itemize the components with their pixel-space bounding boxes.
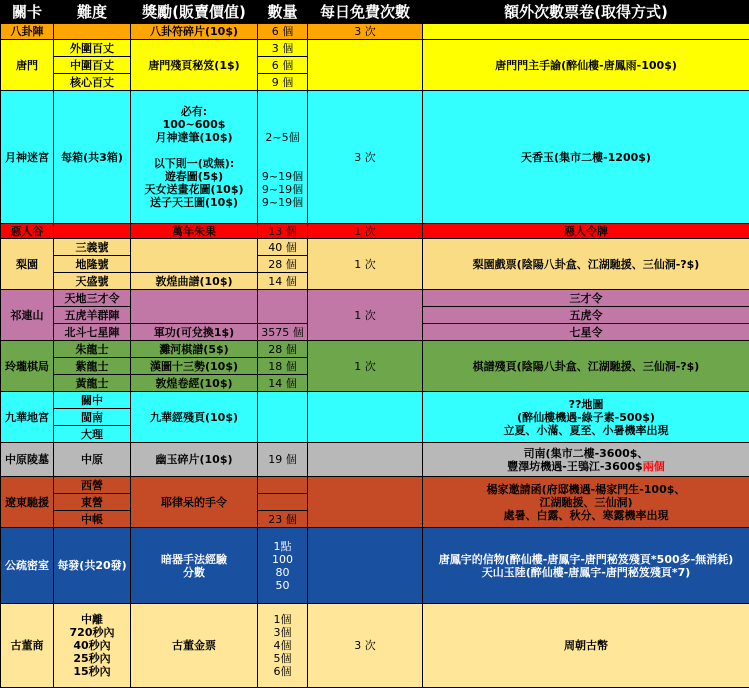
- reward-cell: 敦煌曲譜(10$): [131, 273, 258, 290]
- stage-yueshen: 月神迷宮: [1, 91, 54, 224]
- qty-line: 9~19個: [259, 170, 306, 183]
- table-row: [1, 40, 749, 57]
- free-cell: [308, 40, 423, 91]
- table-row: [1, 392, 749, 409]
- quantity-cell: 23 個: [258, 511, 308, 528]
- difficulty-cell: 中帳: [54, 511, 131, 528]
- difficulty-cell: [54, 24, 131, 40]
- stage-jiuhua: 九華地宮: [1, 392, 54, 443]
- qty-line: 1個: [259, 613, 306, 626]
- difficulty-cell: 天盛號: [54, 273, 131, 290]
- qty-line: 50: [259, 579, 306, 592]
- extra-cell: 梨園戲票(陰陽八卦盒、江湖馳援、三仙洞-?$): [423, 239, 749, 290]
- extra-cell: [423, 528, 749, 604]
- quantity-cell: [258, 494, 308, 511]
- qty-line: 80: [259, 566, 306, 579]
- table-row: [1, 528, 749, 604]
- extra-line: 天山玉陸(醉仙樓-唐鳳宇-唐門秘笈殘頁*7): [424, 566, 748, 579]
- extra-cell: 三才令: [423, 290, 749, 307]
- table-row: [1, 290, 749, 307]
- free-cell: [308, 443, 423, 477]
- difficulty-cell: 關中: [54, 392, 131, 409]
- extra-cell: 惡人令牌: [423, 224, 749, 239]
- extra-cell: 周朝古幣: [423, 604, 749, 688]
- quantity-cell: 6 個: [258, 57, 308, 74]
- free-cell: 3 次: [308, 604, 423, 688]
- reward-cell: 八卦符碎片(10$): [131, 24, 258, 40]
- table-row: [1, 443, 749, 477]
- extra-cell: 天香玉(集市二樓-1200$): [423, 91, 749, 224]
- extra-line: 處暑、白露、秋分、寒露機率出現: [424, 509, 748, 522]
- reward-cell: 敦煌卷經(10$): [131, 375, 258, 392]
- extra-highlight: 兩個: [643, 460, 665, 473]
- table-row: [1, 224, 749, 239]
- qty-line: 1點: [259, 540, 306, 553]
- reward-cell: 幽玉碎片(10$): [131, 443, 258, 477]
- reward-line: 送子天王圖(10$): [132, 196, 256, 209]
- extra-line: 立夏、小滿、夏至、小暑機率出現: [424, 424, 748, 437]
- free-cell: [308, 477, 423, 528]
- difficulty-cell: 天地三才令: [54, 290, 131, 307]
- stage-gongshu: 公疏密室: [1, 528, 54, 604]
- difficulty-line: 25秒內: [55, 652, 129, 665]
- free-cell: [308, 392, 423, 443]
- extra-line: (醉仙樓機遇-綠子素-500$): [424, 411, 748, 424]
- difficulty-cell: 北斗七星陣: [54, 324, 131, 341]
- stage-qilian: 祁連山: [1, 290, 54, 341]
- difficulty-cell: [54, 224, 131, 239]
- header-quantity: 數量: [258, 1, 308, 24]
- stage-liyuan: 梨園: [1, 239, 54, 290]
- table-row: [1, 24, 749, 40]
- extra-cell: 五虎令: [423, 307, 749, 324]
- stage-zhongyuan: 中原陵墓: [1, 443, 54, 477]
- extra-line: 楊家邀請函(府邸機遇-楊家門生-100$、: [424, 483, 748, 496]
- quantity-cell: 18 個: [258, 358, 308, 375]
- header-row: [1, 1, 749, 24]
- extra-cell: [423, 392, 749, 443]
- reward-cell: [131, 528, 258, 604]
- qty-line: 3個: [259, 626, 306, 639]
- difficulty-cell: 閩南: [54, 409, 131, 426]
- difficulty-cell: [54, 604, 131, 688]
- difficulty-cell: 中原: [54, 443, 131, 477]
- extra-cell: 唐門門主手諭(醉仙樓-唐鳳雨-100$): [423, 40, 749, 91]
- reward-spacer: [132, 144, 256, 157]
- difficulty-cell: 核心百丈: [54, 74, 131, 91]
- reward-cell: [131, 239, 258, 273]
- quantity-cell: 19 個: [258, 443, 308, 477]
- reward-cell: [131, 290, 258, 324]
- stage-gudong: 古董商: [1, 604, 54, 688]
- quantity-cell: 28 個: [258, 256, 308, 273]
- table-row: [1, 477, 749, 494]
- free-cell: 1 次: [308, 239, 423, 290]
- reward-line: 分數: [132, 566, 256, 579]
- difficulty-cell: 朱龍士: [54, 341, 131, 358]
- extra-line: 司南(集市二樓-3600$、: [424, 447, 748, 460]
- reward-cell: 古董金票: [131, 604, 258, 688]
- extra-cell: [423, 24, 749, 40]
- quantity-cell: 13 個: [258, 224, 308, 239]
- qty-line: 4個: [259, 639, 306, 652]
- reward-line: 月神達筆(10$): [132, 131, 256, 144]
- quantity-cell: [258, 528, 308, 604]
- free-cell: [308, 528, 423, 604]
- table-row: [1, 341, 749, 358]
- quantity-cell: [258, 91, 308, 224]
- table-row: [1, 239, 749, 256]
- extra-line: ??地圖: [424, 398, 748, 411]
- qty-spacer: [259, 105, 306, 131]
- table-row: [1, 91, 749, 224]
- header-stage: 關卡: [1, 1, 54, 24]
- reward-cell: 灘河棋譜(5$): [131, 341, 258, 358]
- header-reward: 獎勵(販賣價值): [131, 1, 258, 24]
- reward-cell: 九華經殘頁(10$): [131, 392, 258, 443]
- extra-text: 豐澤坊機遇-王鴞江-3600$: [507, 460, 642, 473]
- difficulty-line: 40秒內: [55, 639, 129, 652]
- quantity-cell: 28 個: [258, 341, 308, 358]
- quantity-cell: 3 個: [258, 40, 308, 57]
- difficulty-line: 15秒內: [55, 665, 129, 678]
- difficulty-cell: 大理: [54, 426, 131, 443]
- header-daily-free: 每日免費次數: [308, 1, 423, 24]
- difficulty-cell: 五虎羊群陣: [54, 307, 131, 324]
- extra-line: 唐鳳宇的信物(醉仙樓-唐鳳宇-唐門秘笈殘頁*500多-無消耗): [424, 553, 748, 566]
- qty-line: 6個: [259, 665, 306, 678]
- qty-line: 5個: [259, 652, 306, 665]
- reward-line: 必有:: [132, 105, 256, 118]
- reward-line: 遊春圖(5$): [132, 170, 256, 183]
- quantity-cell: [258, 477, 308, 494]
- free-cell: 1 次: [308, 290, 423, 341]
- header-difficulty: 難度: [54, 1, 131, 24]
- extra-cell: [423, 477, 749, 528]
- reward-cell: 耶律呆的手令: [131, 477, 258, 528]
- difficulty-line: 中離: [55, 613, 129, 626]
- quantity-cell: [258, 604, 308, 688]
- stage-liaodong: 遼東馳援: [1, 477, 54, 528]
- header-extra-ticket: 額外次數票卷(取得方式): [423, 1, 749, 24]
- quantity-cell: 14 個: [258, 375, 308, 392]
- reward-line: 天女送畫花圖(10$): [132, 183, 256, 196]
- quantity-cell: [258, 392, 308, 443]
- extra-cell: [423, 443, 749, 477]
- difficulty-line: 720秒內: [55, 626, 129, 639]
- reward-cell: [131, 91, 258, 224]
- qty-line: 100: [259, 553, 306, 566]
- difficulty-cell: 外圍百丈: [54, 40, 131, 57]
- quantity-cell: 6 個: [258, 24, 308, 40]
- reward-line: 暗器手法經驗: [132, 553, 256, 566]
- reward-cell: 萬年朱果: [131, 224, 258, 239]
- difficulty-cell: 每發(共20發): [54, 528, 131, 604]
- quantity-cell: 9 個: [258, 74, 308, 91]
- free-cell: 3 次: [308, 91, 423, 224]
- qty-line: 2~5個: [259, 131, 306, 144]
- extra-line: [424, 460, 748, 473]
- reward-cell: 軍功(可兌換1$): [131, 324, 258, 341]
- table-row: [1, 604, 749, 688]
- free-cell: 3 次: [308, 24, 423, 40]
- difficulty-cell: 東營: [54, 494, 131, 511]
- difficulty-cell: 黃龍士: [54, 375, 131, 392]
- quantity-cell: [258, 290, 308, 324]
- reward-line: 100~600$: [132, 118, 256, 131]
- qty-line: 9~19個: [259, 183, 306, 196]
- difficulty-cell: 中圍百丈: [54, 57, 131, 74]
- reward-cell: 漢圖十三勢(10$): [131, 358, 258, 375]
- quantity-cell: 40 個: [258, 239, 308, 256]
- extra-cell: 七星令: [423, 324, 749, 341]
- free-cell: 1 次: [308, 341, 423, 392]
- qty-line: 9~19個: [259, 196, 306, 209]
- difficulty-cell: 每箱(共3箱): [54, 91, 131, 224]
- qty-spacer: [259, 144, 306, 170]
- difficulty-cell: 西營: [54, 477, 131, 494]
- stage-linglong: 玲瓏棋局: [1, 341, 54, 392]
- quantity-cell: 14 個: [258, 273, 308, 290]
- quantity-cell: 3575 個: [258, 324, 308, 341]
- free-cell: 1 次: [308, 224, 423, 239]
- extra-line: 江湖馳援、三仙洞): [424, 496, 748, 509]
- reward-line: 以下則一(或無):: [132, 157, 256, 170]
- difficulty-cell: 地隆號: [54, 256, 131, 273]
- stage-eren: 惡人谷: [1, 224, 54, 239]
- stage-bagua: 八卦陣: [1, 24, 54, 40]
- stage-tangmen: 唐門: [1, 40, 54, 91]
- extra-cell: 棋譜殘頁(陰陽八卦盒、江湖馳援、三仙洞-?$): [423, 341, 749, 392]
- difficulty-cell: 三義號: [54, 239, 131, 256]
- difficulty-cell: 紫龍士: [54, 358, 131, 375]
- reward-cell: 唐門殘頁秘笈(1$): [131, 40, 258, 91]
